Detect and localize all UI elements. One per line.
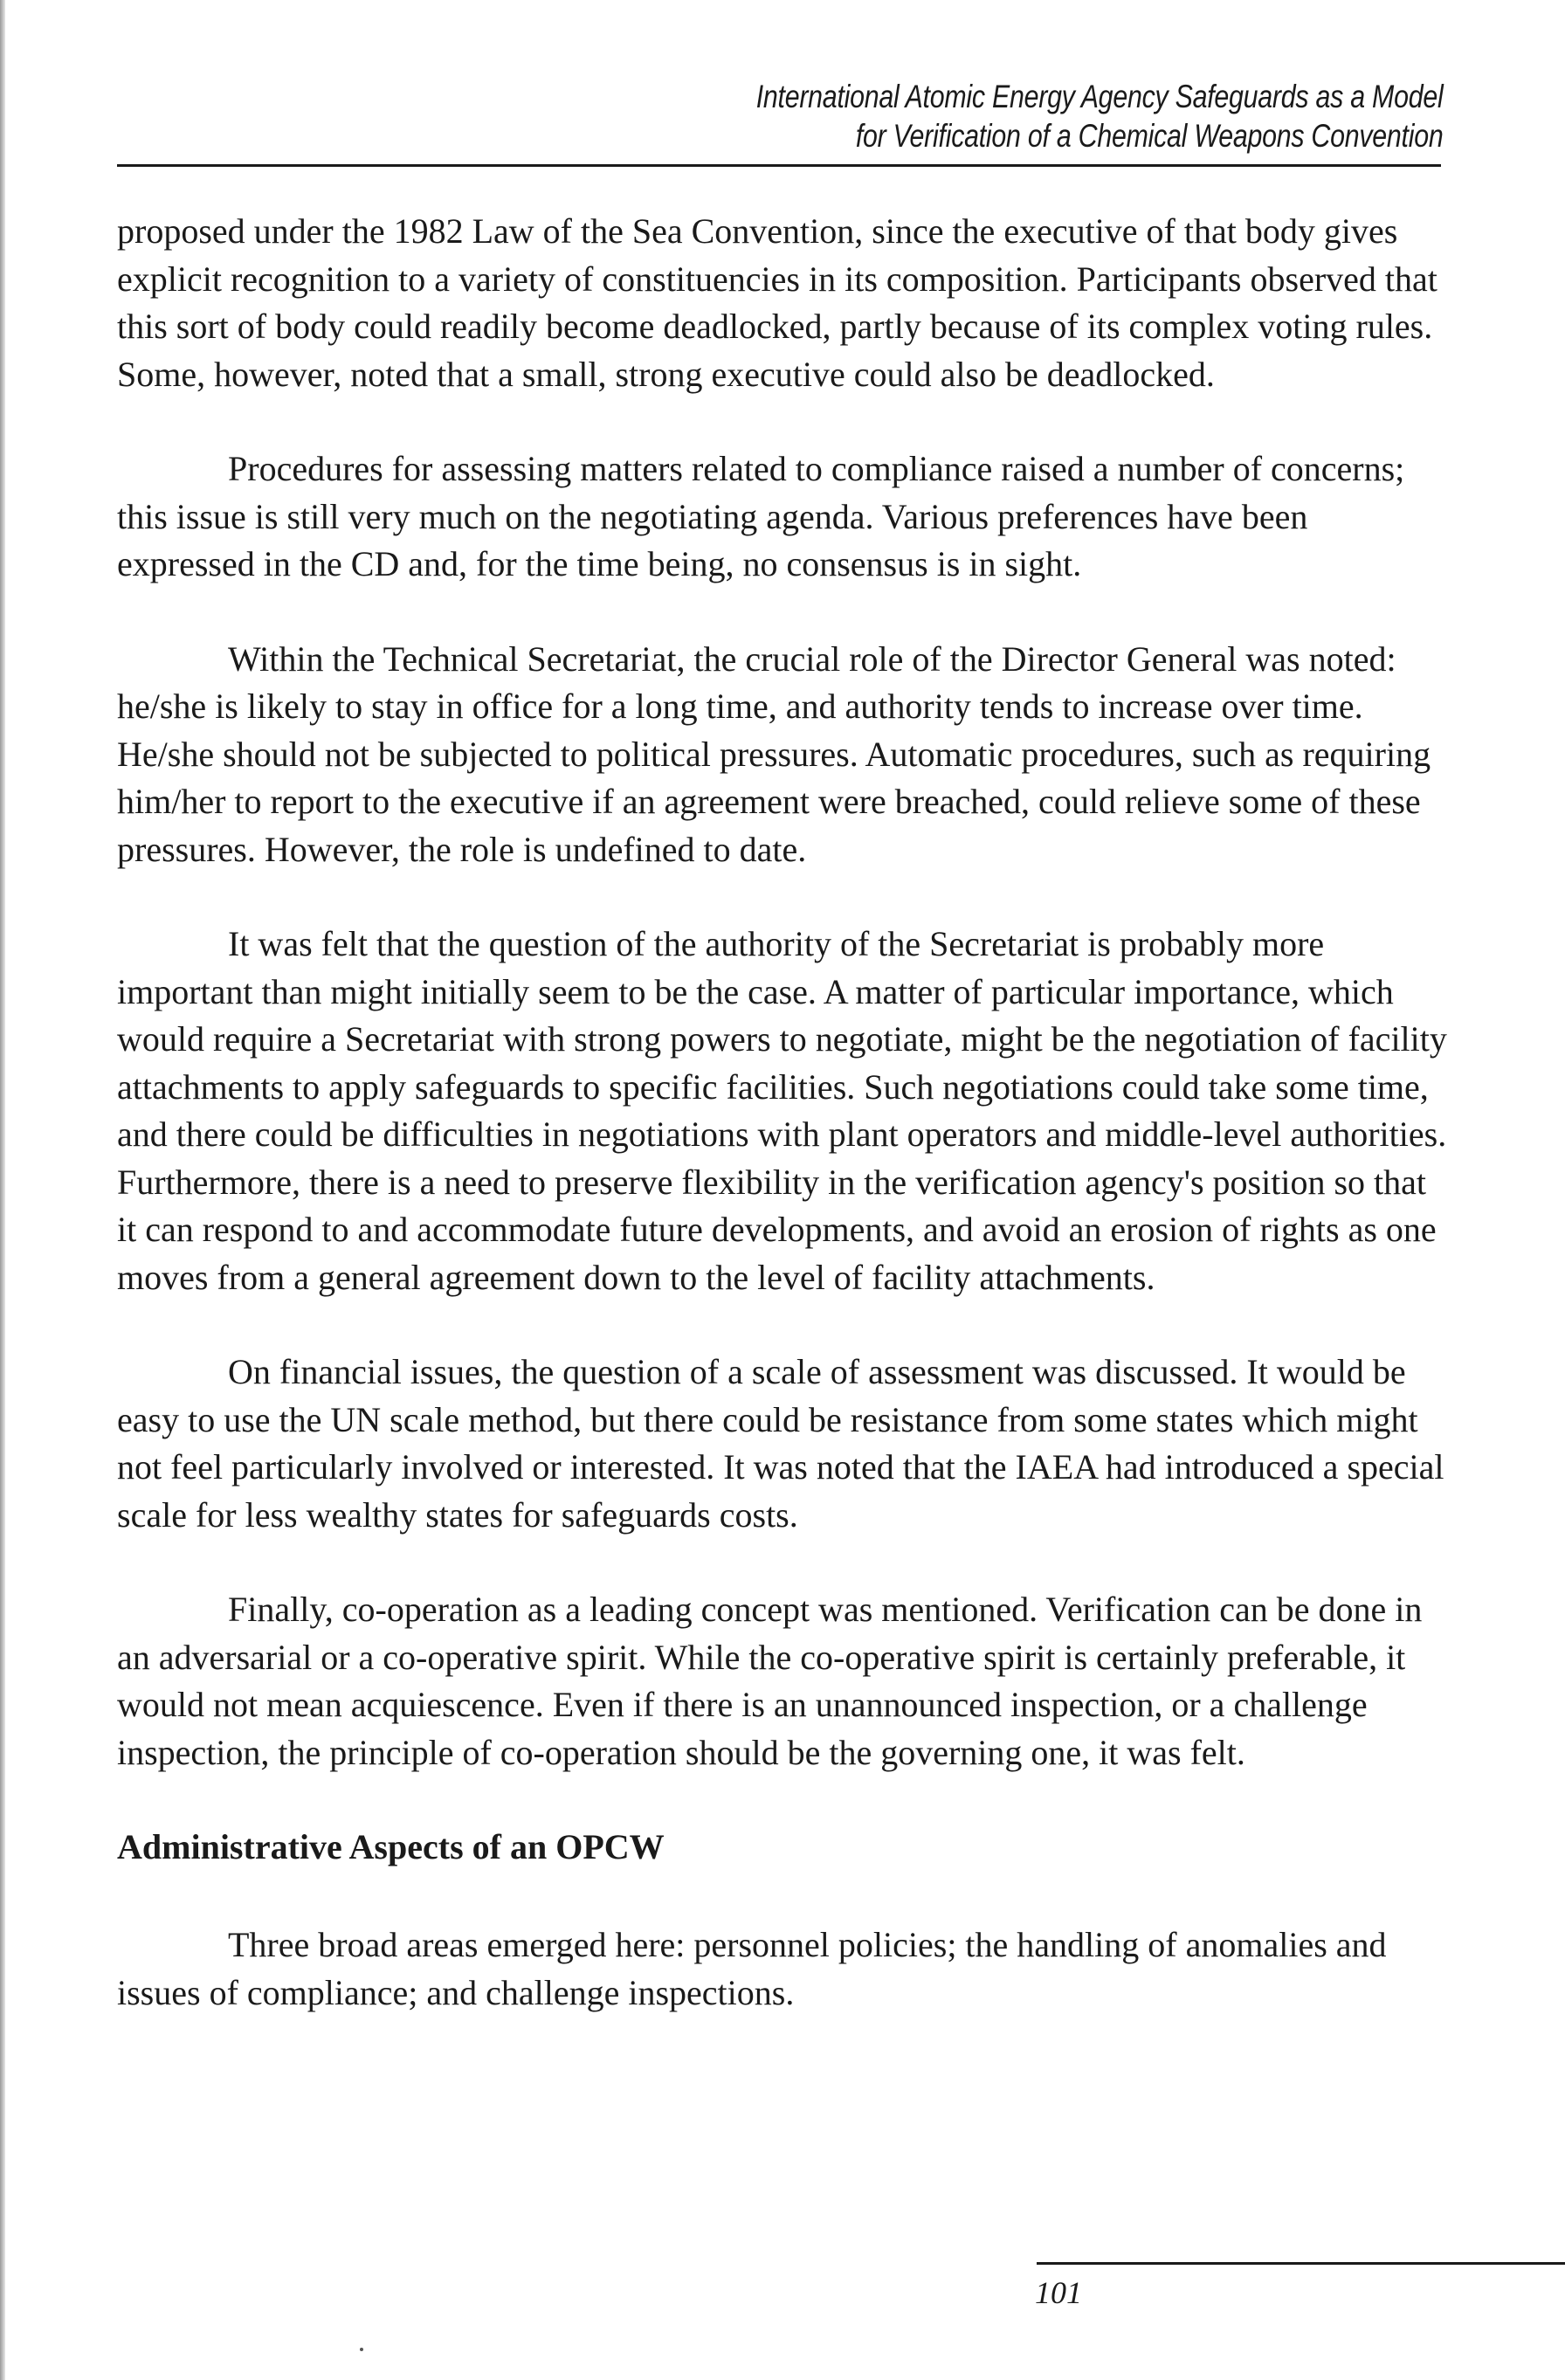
running-header-line-1: International Atomic Energy Agency Safeguards as a Model [755,79,1443,114]
paragraph-3: Within the Technical Secretariat, the crucial role of the Director General was noted: he/she is likely to stay in office for a long time, and authority tends to increase over time. He/she should not be subjected to political pressures. Automatic procedures, such as requiring him/her to report to the executive if an agreement were breached, could relieve some of these pressures. However, the role is undefined to date. [117,638,1431,869]
paragraph-4: It was felt that the question of the authority of the Secretariat is probably more important than might initially seem to be the case. A matter of particular importance, which would require a Secretariat with strong powers to negotiate, might be the negotiation of facility attachments to apply safeguards to specific facilities. Such negotiations could take some time, and there could be difficulties in negotiations with plant operators and middle-level authorities. Furthermore, there is a need to preserve flexibility in the verification agency's position so that it can respond to and accommodate future developments, and avoid an erosion of rights as one moves from a general agreement down to the level of facility attachments. [117,924,1447,1297]
page-number: 101 [1035,2275,1082,2310]
page-edge [0,0,5,2380]
section-heading: Administrative Aspects of an OPCW [117,1827,665,1866]
running-header-line-2: for Verification of a Chemical Weapons Convention [855,118,1443,154]
paragraph-7: Three broad areas emerged here: personnel policies; the handling of anomalies and issues of compliance; and challenge inspections. [117,1925,1387,2012]
paragraph-6: Finally, co-operation as a leading concept was mentioned. Verification can be done in an adversarial or a co-operative spirit. While the co-operative spirit is certainly preferable, it would not mean acquiescence. Even if there is an unannounced inspection, or a challenge inspection, the principle of co-operation should be the governing one, it was felt. [117,1590,1423,1772]
paragraph-1: proposed under the 1982 Law of the Sea Convention, since the executive of that body gives explicit recognition to a variety of constituencies in its composition. Participants observed that this sort of body could readily become deadlocked, partly because of its complex voting rules. Some, however, noted that a small, strong executive could also be deadlocked. [117,211,1437,394]
paragraph-5: On financial issues, the question of a scale of assessment was discussed. It would be easy to use the UN scale method, but there could be resistance from some states which might not feel particularly involved or interested. It was noted that the IAEA had introduced a special scale for less wealthy states for safeguards costs. [117,1352,1444,1535]
header-rule [117,164,1441,167]
footer-rule [1037,2262,1565,2265]
body-text [117,208,1449,2064]
scan-speck [360,2348,363,2351]
running-header [755,77,1443,155]
paragraph-2: Procedures for assessing matters related to compliance raised a number of concerns; this issue is still very much on the negotiating agenda. Various preferences have been expressed in the CD and, for the time being, no consensus is in sight. [117,449,1405,583]
